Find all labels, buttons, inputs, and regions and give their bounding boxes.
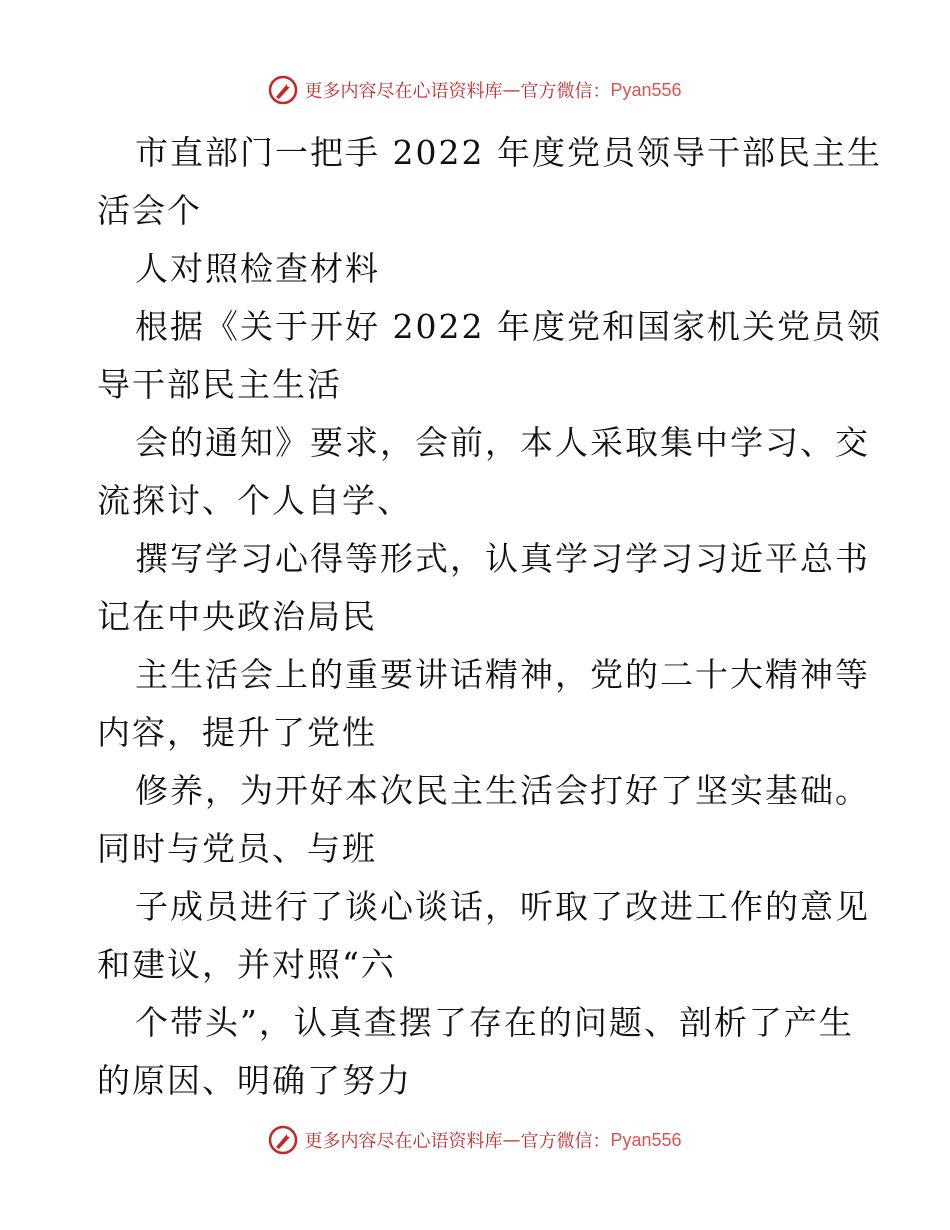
doc-line: 子成员进行了谈心谈话，听取了改进工作的意见 — [135, 887, 870, 926]
watermark-brand-text: 更多内容尽在心语资料库 — [304, 81, 503, 102]
doc-line: 人对照检查材料 — [135, 249, 380, 288]
doc-line: 根据《关于开好 2022 年度党和国家机关党员领 — [135, 307, 882, 346]
watermark-wechat-id: Pyan556 — [610, 79, 682, 100]
doc-line: 记在中央政治局民 — [97, 597, 377, 636]
doc-line: 流探讨、个人自学、 — [97, 481, 412, 520]
watermark-banner-bottom — [0, 1120, 950, 1160]
watermark-separator: — — [502, 1129, 521, 1151]
watermark-separator: — — [502, 79, 521, 101]
watermark-wechat-label: 官方微信： — [520, 81, 611, 102]
doc-line: 和建议，并对照“六 — [97, 945, 396, 984]
doc-line: 主生活会上的重要讲话精神，党的二十大精神等 — [135, 655, 870, 694]
watermark-wechat-id: Pyan556 — [610, 1129, 682, 1150]
doc-line: 市直部门一把手 2022 年度党员领导干部民主生 — [135, 133, 882, 172]
document-body — [97, 124, 882, 1110]
watermark-brand-text: 更多内容尽在心语资料库 — [304, 1131, 503, 1152]
doc-line: 同时与党员、与班 — [97, 829, 377, 868]
doc-line: 导干部民主生活 — [97, 365, 342, 404]
doc-line: 会的通知》要求，会前，本人采取集中学习、交 — [135, 423, 870, 462]
doc-line: 内容，提升了党性 — [97, 713, 377, 752]
watermark-wechat-label: 官方微信： — [520, 1131, 611, 1152]
doc-line: 的原因、明确了努力 — [97, 1061, 412, 1100]
doc-line: 修养，为开好本次民主生活会打好了坚实基础。 — [135, 771, 870, 810]
pen-nib-logo-icon — [268, 1125, 298, 1155]
doc-line: 个带头”，认真查摆了存在的问题、剖析了产生 — [135, 1003, 854, 1042]
doc-line: 活会个 — [97, 191, 202, 230]
pen-nib-logo-icon — [268, 75, 298, 105]
doc-line: 撰写学习心得等形式，认真学习学习习近平总书 — [135, 539, 870, 578]
watermark-banner-top — [0, 70, 950, 110]
